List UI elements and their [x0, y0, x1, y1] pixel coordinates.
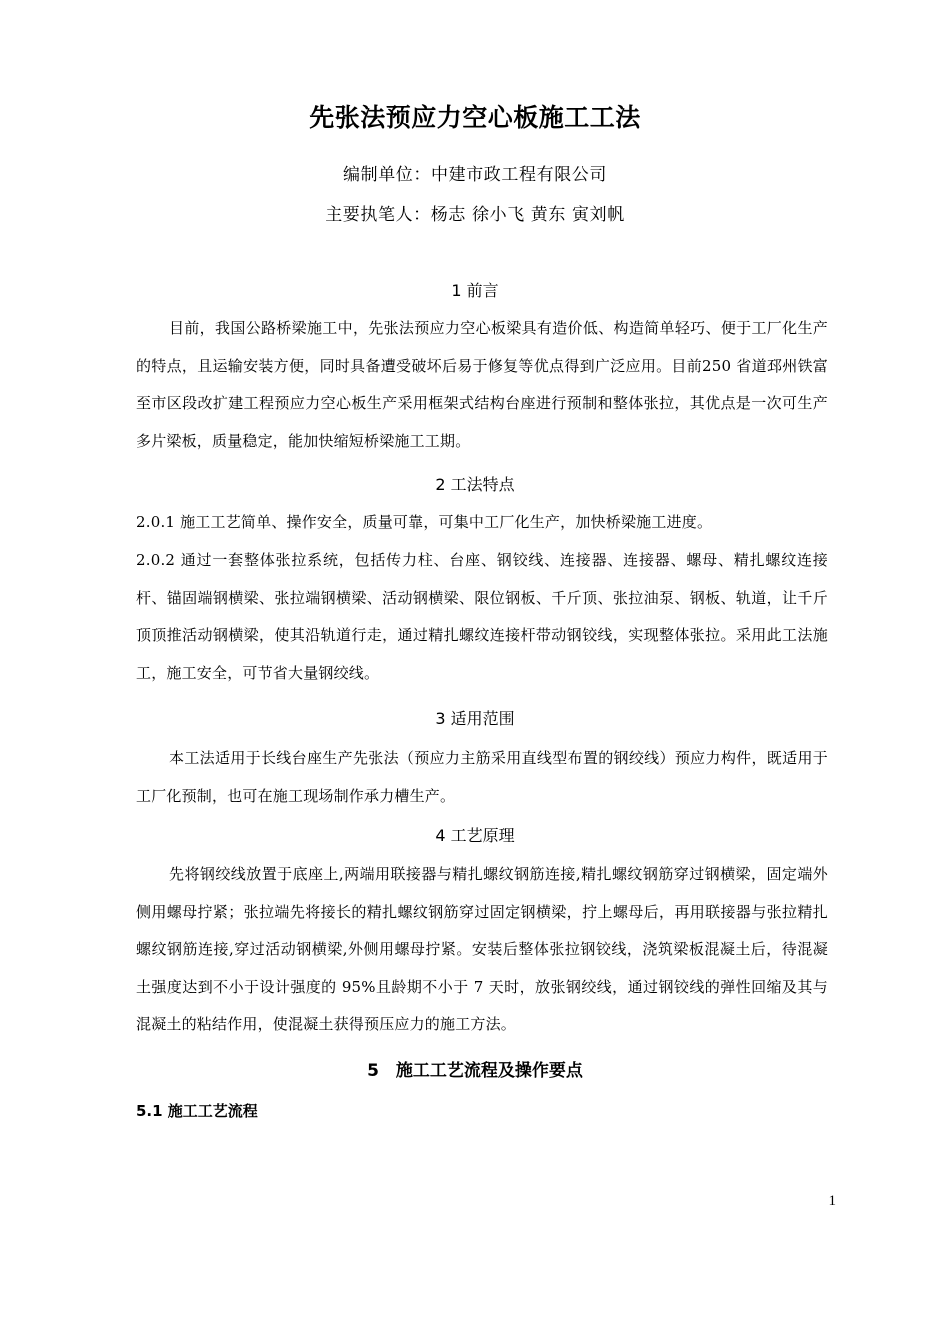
- section-2-item-1: 2.0.1 施工工艺简单、操作安全，质量可靠，可集中工厂化生产，加快桥梁施工进度。: [136, 513, 713, 531]
- organization-line: 编制单位：中建市政工程有限公司: [343, 165, 607, 185]
- section-3-paragraph: 本工法适用于长线台座生产先张法（预应力主筋采用直线型布置的钢绞线）预应力构件，既适用于工厂化预制，也可在施工现场制作承力槽生产。: [136, 749, 828, 805]
- section-4-paragraph: 先将钢绞线放置于底座上,两端用联接器与精扎螺纹钢筋连接,精扎螺纹钢筋穿过钢横梁，固定端外侧用螺母拧紧；张拉端先将接长的精扎螺纹钢筋穿过固定钢横梁，拧上螺母后，再用联接器与张拉精扎螺纹钢筋连接,穿过活动钢横梁,外侧用螺母拧紧。安装后整体张拉钢铰线，浇筑梁板混凝土后，待混凝土强度达到不小于设计强度的 95%且龄期不小于 7 天时，放张钢绞线，通过钢铰线的弹性回缩及其与混凝土的粘结作用，使混凝土获得预压应力的施工方法。: [136, 865, 828, 1033]
- section-1-heading: 1 前言: [451, 281, 499, 300]
- section-4-heading: 4 工艺原理: [435, 826, 515, 845]
- section-2-heading: 2 工法特点: [435, 475, 515, 494]
- section-5-heading: 5 施工工艺流程及操作要点: [367, 1061, 583, 1081]
- section-1-paragraph: 目前，我国公路桥梁施工中，先张法预应力空心板梁具有造价低、构造简单轻巧、便于工厂化生产的特点，且运输安装方便，同时具备遭受破坏后易于修复等优点得到广泛应用。目前250 省道邳州铁富至市区段改扩建工程预应力空心板生产采用框架式结构台座进行预制和整体张拉，其优点是一次可生产多片梁板，质量稳定，能加快缩短桥梁施工工期。: [136, 319, 828, 450]
- document-title: 先张法预应力空心板施工工法: [309, 103, 641, 132]
- authors-line: 主要执笔人：杨志 徐小飞 黄东 寅刘帆: [325, 205, 625, 225]
- section-3-heading: 3 适用范围: [435, 709, 515, 728]
- page-number: 1: [828, 1193, 836, 1209]
- section-2-item-2: 2.0.2 通过一套整体张拉系统，包括传力柱、台座、钢铰线、连接器、连接器、螺母、精扎螺纹连接杆、锚固端钢横梁、张拉端钢横梁、活动钢横梁、限位钢板、千斤顶、张拉油泵、钢板、轨道，让千斤顶顶推活动钢横梁，使其沿轨道行走，通过精扎螺纹连接杆带动钢铰线，实现整体张拉。采用此工法施工，施工安全，可节省大量钢绞线。: [136, 551, 828, 682]
- section-5-1-heading: 5.1 施工工艺流程: [136, 1102, 258, 1120]
